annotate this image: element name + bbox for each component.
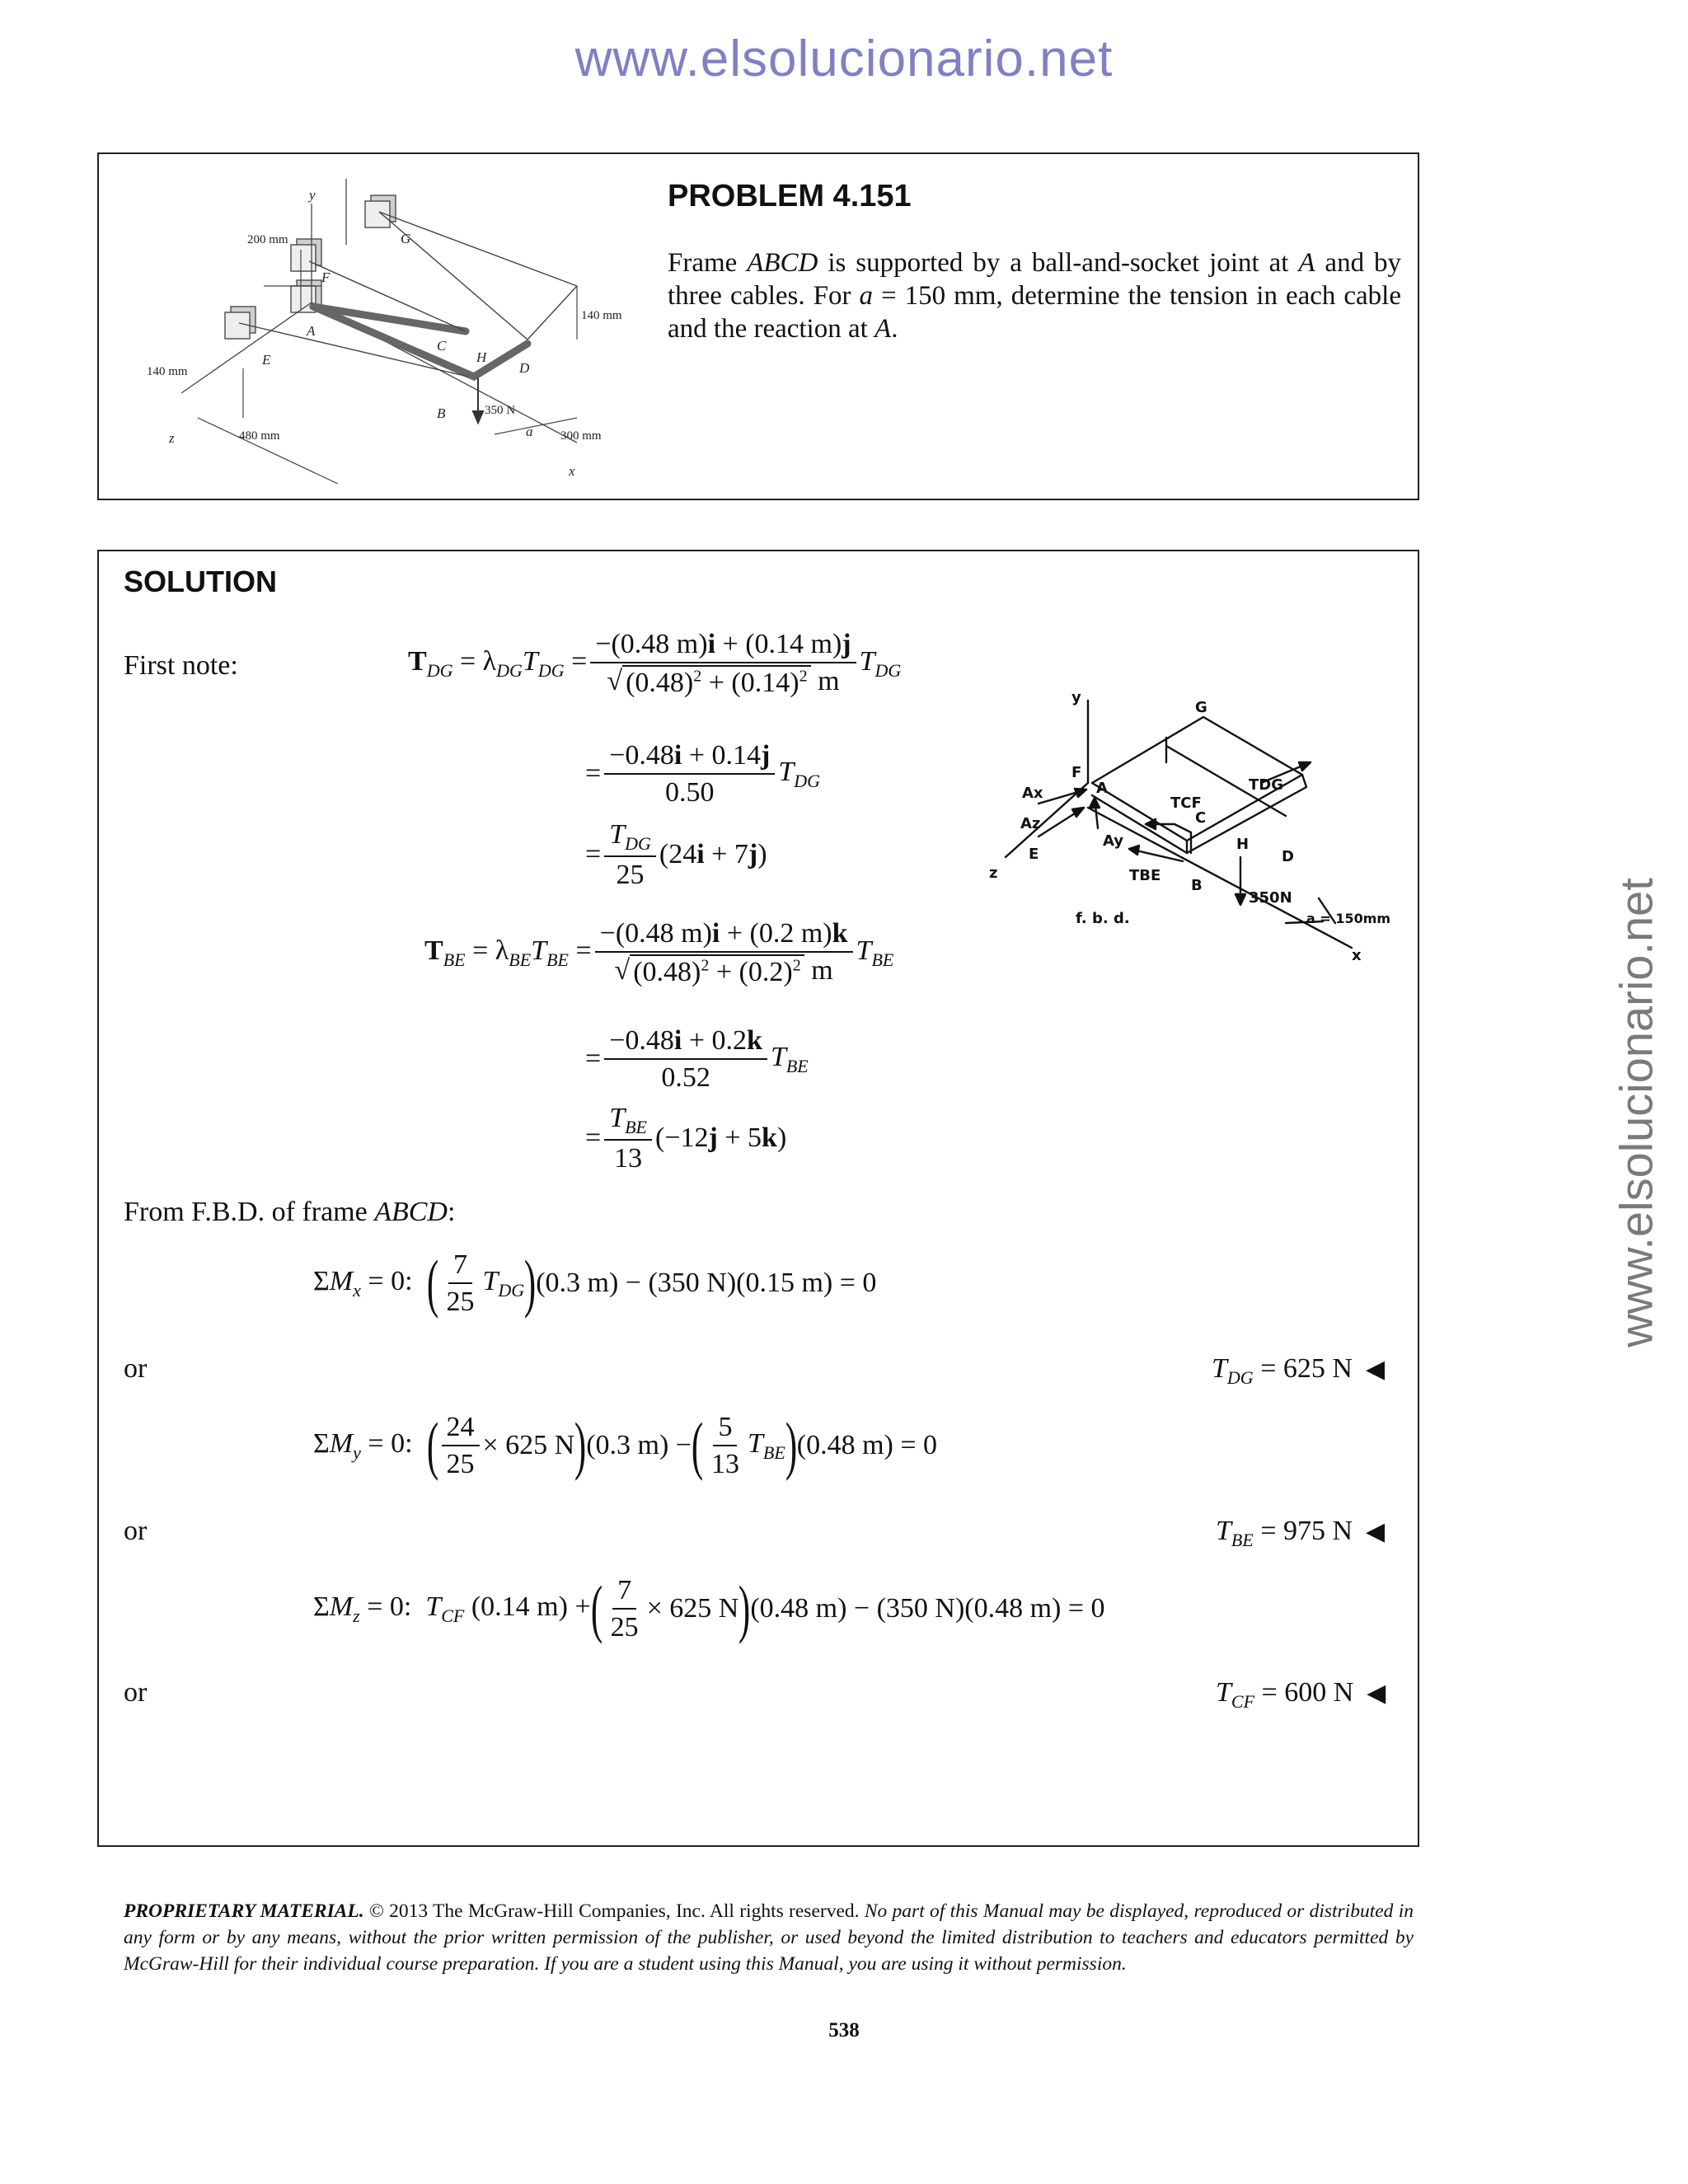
problem-statement: Frame ABCD is supported by a ball-and-socket joint at A and by three cables. For a = 150 mm, determine the tension in each cable and the reaction at A. xyxy=(668,248,1401,344)
from-fbd-label: From F.B.D. of frame ABCD: xyxy=(124,1197,456,1227)
fbd-label-d: D xyxy=(1282,848,1294,865)
fig-label-a-dim: a xyxy=(526,424,533,439)
fbd-label-ax: Ax xyxy=(1022,785,1043,802)
fig-dim-140-left: 140 mm xyxy=(147,365,188,378)
fbd-label-h: H xyxy=(1236,836,1250,853)
fig-dim-480: 480 mm xyxy=(239,429,280,443)
problem-box xyxy=(97,152,1419,500)
frame-abcd xyxy=(313,307,528,377)
fbd-label-y: y xyxy=(1071,689,1081,706)
footer-copyright: PROPRIETARY MATERIAL. © 2013 The McGraw-Hill Companies, Inc. All rights reserved. No part of this Manual may be displayed, reproduced or distributed in any form or by any means, without the prior written permission of the publisher, or used beyond the limited distribution to teachers and educators permitted by McGraw-Hill for their individual course preparation. If you are a student using this Manual, you are using it without permission. xyxy=(124,1900,1414,1975)
watermark-side[interactable]: www.elsolucionario.net xyxy=(1610,878,1662,1347)
eq-sum-mx: $\Sigma M_x = 0$: ( $\frac{7}{25}$ $T_{DG}$ ) (0.3 m) − (350 N)(0.15 m) = 0 xyxy=(313,1247,877,1319)
answer-tdg: $T_{DG} = 625$ N ◀ xyxy=(1212,1353,1386,1388)
fbd-label-tdg: TDG xyxy=(1249,776,1283,794)
fbd-caption: f. b. d. xyxy=(1076,910,1130,927)
fbd-label-b: B xyxy=(1191,877,1203,894)
fbd-label-tcf: TCF xyxy=(1170,794,1202,812)
eq-tbe-step3: = $\frac{T_{BE}}{13}$ (−12j + 5k) xyxy=(585,1103,787,1174)
answer-tcf: $T_{CF} = 600$ N ◀ xyxy=(1216,1677,1386,1712)
eq-tdg-step3: = $\frac{T_{DG}}{25}$ (24i + 7j) xyxy=(585,819,767,891)
fig-label-y: y xyxy=(309,187,316,203)
first-note-label: First note: xyxy=(124,650,238,681)
watermark-top[interactable]: www.elsolucionario.net xyxy=(574,30,1114,87)
fbd-sketch xyxy=(989,684,1401,964)
fig-label-d: D xyxy=(519,360,530,376)
fig-dim-300: 300 mm xyxy=(560,429,602,443)
eq-tbe-vector: $T_{BE} = \lambda_{BE}T_{BE}$ = −(0.48 m)i + (0.2 m)k √ $(0.48)^2 + (0.2)^2$ m $T_{BE}$ xyxy=(424,918,894,988)
fig-dim-140-right: 140 mm xyxy=(581,309,622,322)
fig-label-h: H xyxy=(476,349,487,365)
fbd-label-g: G xyxy=(1195,699,1207,716)
fbd-label-load: 350N xyxy=(1249,889,1292,907)
fbd-label-az: Az xyxy=(1020,815,1041,832)
fbd-label-z: z xyxy=(989,865,998,882)
or-label-1: or xyxy=(124,1353,148,1384)
fbd-label-f: F xyxy=(1071,764,1082,781)
page-number: 538 xyxy=(828,2019,860,2041)
eq-tdg-vector: $T_{DG} = \lambda_{DG}T_{DG}$ = −(0.48 m)i + (0.14 m)j √ $(0.48)^2 + (0.14)^2$ m $T_{DG}$ xyxy=(408,629,902,699)
fig-label-x: x xyxy=(569,463,575,479)
fbd-label-c: C xyxy=(1195,809,1207,827)
answer-tbe: $T_{BE} = 975$ N ◀ xyxy=(1216,1516,1386,1550)
fbd-label-e: E xyxy=(1029,846,1039,863)
fig-label-b: B xyxy=(437,405,446,421)
fbd-label-tbe: TBE xyxy=(1129,867,1161,884)
fbd-label-a: A xyxy=(1096,780,1108,797)
fig-load: 350 N xyxy=(485,404,516,417)
or-label-3: or xyxy=(124,1677,148,1708)
fig-label-a: A xyxy=(307,323,316,339)
fig-dim-200: 200 mm xyxy=(247,233,288,246)
fig-label-e: E xyxy=(262,352,271,368)
problem-figure xyxy=(132,171,701,484)
eq-tbe-step2: = $\frac{-0.48i + 0.2k}{0.52}$ $T_{BE}$ xyxy=(585,1025,809,1094)
fig-label-c: C xyxy=(437,338,447,354)
load-arrow xyxy=(473,378,483,423)
eq-sum-my: $\Sigma M_y = 0$: ( $\frac{24}{25}$ × 625 N ) (0.3 m) − ( $\frac{5}{13}$ $T_{BE}$ ) (0.48 m) = 0 xyxy=(313,1409,938,1482)
solution-title: SOLUTION xyxy=(124,565,277,598)
eq-tdg-step2: = $\frac{-0.48i + 0.14j}{0.50}$ $T_{DG}$ xyxy=(585,740,821,808)
problem-title: PROBLEM 4.151 xyxy=(668,179,912,213)
fig-label-z: z xyxy=(169,430,175,446)
fbd-label-a-dim: a = 150mm xyxy=(1306,911,1391,926)
fbd-label-x: x xyxy=(1352,947,1362,964)
or-label-2: or xyxy=(124,1516,148,1546)
fig-label-f: F xyxy=(321,269,331,285)
eq-sum-mz: $\Sigma M_z = 0$: $T_{CF}$ (0.14 m) + ( $\frac{7}{25}$ × 625 N ) (0.48 m) − (350 N)(0.48 m) = 0 xyxy=(313,1572,1105,1645)
fbd-label-ay: Ay xyxy=(1103,832,1124,850)
fig-label-g: G xyxy=(401,231,411,246)
